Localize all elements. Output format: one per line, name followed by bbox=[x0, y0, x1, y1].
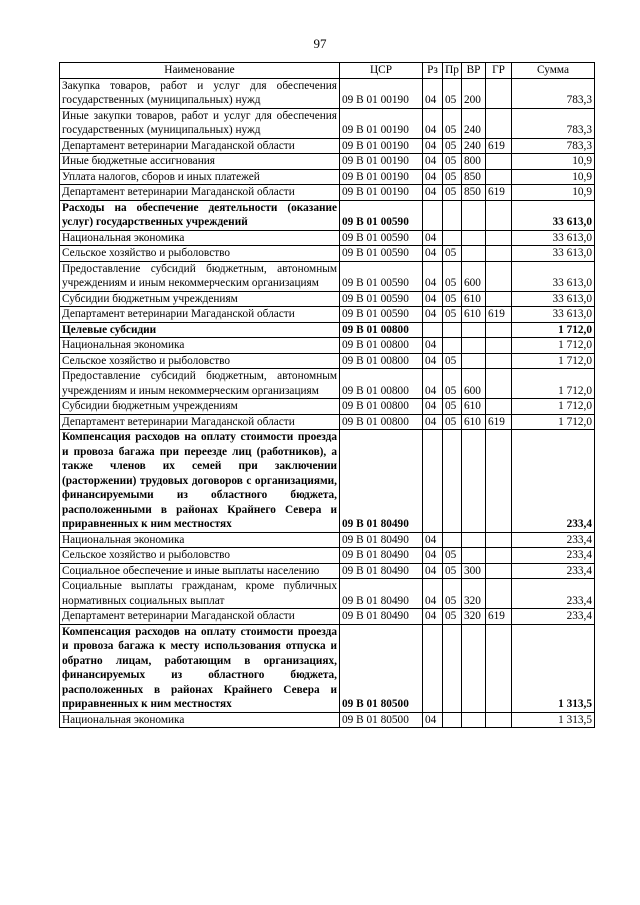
row-name-cell: Субсидии бюджетным учреждениям bbox=[60, 291, 340, 307]
row-pr-cell bbox=[443, 624, 462, 712]
row-vr-cell: 300 bbox=[462, 563, 486, 579]
row-csr-cell: 09 В 01 00800 bbox=[340, 338, 423, 354]
table-row bbox=[60, 322, 595, 338]
row-csr-cell: 09 В 01 00590 bbox=[340, 230, 423, 246]
row-rz-cell: 04 bbox=[423, 609, 443, 625]
table-row bbox=[60, 338, 595, 354]
row-name-cell: Сельское хозяйство и рыболовство bbox=[60, 353, 340, 369]
row-sum-cell: 783,3 bbox=[512, 138, 595, 154]
row-name-cell: Субсидии бюджетным учреждениям bbox=[60, 399, 340, 415]
row-name-cell: Национальная экономика bbox=[60, 230, 340, 246]
table-header-row bbox=[60, 63, 595, 79]
column-header-pr: Пр bbox=[443, 63, 462, 79]
row-gr-cell bbox=[486, 579, 512, 609]
row-csr-cell: 09 В 01 00190 bbox=[340, 154, 423, 170]
table-row bbox=[60, 430, 595, 533]
row-gr-cell: 619 bbox=[486, 307, 512, 323]
row-gr-cell: 619 bbox=[486, 138, 512, 154]
row-name-cell: Департамент ветеринарии Магаданской области bbox=[60, 414, 340, 430]
row-name-cell: Социальное обеспечение и иные выплаты населению bbox=[60, 563, 340, 579]
row-csr-cell: 09 В 01 00190 bbox=[340, 108, 423, 138]
row-vr-cell bbox=[462, 430, 486, 533]
row-gr-cell bbox=[486, 712, 512, 728]
table-body bbox=[60, 78, 595, 728]
row-rz-cell bbox=[423, 624, 443, 712]
row-name-cell: Департамент ветеринарии Магаданской области bbox=[60, 307, 340, 323]
row-pr-cell: 05 bbox=[443, 399, 462, 415]
row-gr-cell bbox=[486, 154, 512, 170]
row-csr-cell: 09 В 01 80490 bbox=[340, 430, 423, 533]
row-pr-cell: 05 bbox=[443, 78, 462, 108]
row-name-cell: Социальные выплаты гражданам, кроме публичных нормативных социальных выплат bbox=[60, 579, 340, 609]
row-csr-cell: 09 В 01 80490 bbox=[340, 532, 423, 548]
row-gr-cell: 619 bbox=[486, 609, 512, 625]
column-header-csr: ЦСР bbox=[340, 63, 423, 79]
row-sum-cell: 783,3 bbox=[512, 78, 595, 108]
row-gr-cell bbox=[486, 353, 512, 369]
row-vr-cell: 320 bbox=[462, 579, 486, 609]
row-vr-cell: 240 bbox=[462, 138, 486, 154]
row-sum-cell: 33 613,0 bbox=[512, 200, 595, 230]
row-name-cell: Компенсация расходов на оплату стоимости проезда и провоза багажа к месту использования отпуска и обратно лицам, работающим в организациях, финансируемых из областного бюджета, расположенных в районах Крайнего Севера и приравненных к ним местностях bbox=[60, 624, 340, 712]
row-sum-cell: 1 313,5 bbox=[512, 712, 595, 728]
table-row bbox=[60, 353, 595, 369]
row-name-cell: Сельское хозяйство и рыболовство bbox=[60, 246, 340, 262]
row-pr-cell: 05 bbox=[443, 291, 462, 307]
table-row bbox=[60, 369, 595, 399]
row-sum-cell: 233,4 bbox=[512, 579, 595, 609]
row-rz-cell: 04 bbox=[423, 169, 443, 185]
row-sum-cell: 1 712,0 bbox=[512, 338, 595, 354]
row-vr-cell: 320 bbox=[462, 609, 486, 625]
table-row bbox=[60, 414, 595, 430]
row-rz-cell: 04 bbox=[423, 532, 443, 548]
row-vr-cell bbox=[462, 353, 486, 369]
table-row bbox=[60, 169, 595, 185]
row-gr-cell bbox=[486, 169, 512, 185]
row-vr-cell bbox=[462, 338, 486, 354]
row-rz-cell: 04 bbox=[423, 338, 443, 354]
row-gr-cell bbox=[486, 322, 512, 338]
row-sum-cell: 10,9 bbox=[512, 169, 595, 185]
row-vr-cell bbox=[462, 712, 486, 728]
page-number: 97 bbox=[313, 36, 327, 51]
row-vr-cell: 600 bbox=[462, 261, 486, 291]
row-sum-cell: 10,9 bbox=[512, 185, 595, 201]
row-sum-cell: 1 712,0 bbox=[512, 414, 595, 430]
row-pr-cell bbox=[443, 430, 462, 533]
row-name-cell: Национальная экономика bbox=[60, 338, 340, 354]
row-csr-cell: 09 В 01 00800 bbox=[340, 414, 423, 430]
row-sum-cell: 10,9 bbox=[512, 154, 595, 170]
row-pr-cell: 05 bbox=[443, 138, 462, 154]
row-pr-cell: 05 bbox=[443, 261, 462, 291]
row-vr-cell: 600 bbox=[462, 369, 486, 399]
row-gr-cell bbox=[486, 369, 512, 399]
row-gr-cell bbox=[486, 261, 512, 291]
row-name-cell: Департамент ветеринарии Магаданской области bbox=[60, 138, 340, 154]
row-gr-cell bbox=[486, 230, 512, 246]
row-rz-cell: 04 bbox=[423, 548, 443, 564]
row-name-cell: Расходы на обеспечение деятельности (оказание услуг) государственных учреждений bbox=[60, 200, 340, 230]
row-csr-cell: 09 В 01 80500 bbox=[340, 624, 423, 712]
row-pr-cell bbox=[443, 322, 462, 338]
row-sum-cell: 233,4 bbox=[512, 609, 595, 625]
row-csr-cell: 09 В 01 00800 bbox=[340, 369, 423, 399]
row-rz-cell: 04 bbox=[423, 307, 443, 323]
row-vr-cell: 850 bbox=[462, 169, 486, 185]
table-row bbox=[60, 78, 595, 108]
row-vr-cell bbox=[462, 624, 486, 712]
row-rz-cell: 04 bbox=[423, 399, 443, 415]
row-rz-cell: 04 bbox=[423, 353, 443, 369]
row-sum-cell: 1 712,0 bbox=[512, 353, 595, 369]
row-name-cell: Компенсация расходов на оплату стоимости проезда и провоза багажа при переезде лиц (работников), а также членов их семей при заключении (расторжении) трудовых договоров с организациями, финансируемыми из областного бюджета, расположенными в районах Крайнего Севера и приравненных к ним местностях bbox=[60, 430, 340, 533]
row-vr-cell: 610 bbox=[462, 291, 486, 307]
row-pr-cell: 05 bbox=[443, 563, 462, 579]
row-gr-cell bbox=[486, 624, 512, 712]
row-gr-cell bbox=[486, 291, 512, 307]
row-name-cell: Предоставление субсидий бюджетным, автономным учреждениям и иным некоммерческим организациям bbox=[60, 369, 340, 399]
row-gr-cell bbox=[486, 430, 512, 533]
row-rz-cell: 04 bbox=[423, 108, 443, 138]
row-sum-cell: 233,4 bbox=[512, 563, 595, 579]
row-vr-cell bbox=[462, 322, 486, 338]
row-csr-cell: 09 В 01 00590 bbox=[340, 246, 423, 262]
row-name-cell: Иные закупки товаров, работ и услуг для обеспечения государственных (муниципальных) нужд bbox=[60, 108, 340, 138]
table-row bbox=[60, 185, 595, 201]
column-header-vr: ВР bbox=[462, 63, 486, 79]
row-rz-cell bbox=[423, 322, 443, 338]
row-vr-cell: 850 bbox=[462, 185, 486, 201]
row-name-cell: Целевые субсидии bbox=[60, 322, 340, 338]
row-gr-cell bbox=[486, 532, 512, 548]
row-pr-cell: 05 bbox=[443, 185, 462, 201]
row-rz-cell bbox=[423, 200, 443, 230]
row-gr-cell bbox=[486, 108, 512, 138]
row-pr-cell: 05 bbox=[443, 414, 462, 430]
row-gr-cell: 619 bbox=[486, 414, 512, 430]
row-vr-cell bbox=[462, 532, 486, 548]
table-row bbox=[60, 291, 595, 307]
table-row bbox=[60, 230, 595, 246]
row-sum-cell: 1 712,0 bbox=[512, 369, 595, 399]
row-rz-cell: 04 bbox=[423, 291, 443, 307]
row-csr-cell: 09 В 01 80490 bbox=[340, 548, 423, 564]
row-csr-cell: 09 В 01 00800 bbox=[340, 353, 423, 369]
row-rz-cell: 04 bbox=[423, 246, 443, 262]
row-name-cell: Закупка товаров, работ и услуг для обеспечения государственных (муниципальных) нужд bbox=[60, 78, 340, 108]
column-header-sum: Сумма bbox=[512, 63, 595, 79]
row-sum-cell: 33 613,0 bbox=[512, 246, 595, 262]
row-csr-cell: 09 В 01 00190 bbox=[340, 169, 423, 185]
table-row bbox=[60, 108, 595, 138]
table-row bbox=[60, 246, 595, 262]
row-gr-cell bbox=[486, 399, 512, 415]
row-pr-cell bbox=[443, 200, 462, 230]
row-pr-cell bbox=[443, 712, 462, 728]
row-csr-cell: 09 В 01 00190 bbox=[340, 78, 423, 108]
row-csr-cell: 09 В 01 00590 bbox=[340, 307, 423, 323]
row-rz-cell: 04 bbox=[423, 563, 443, 579]
row-sum-cell: 233,4 bbox=[512, 430, 595, 533]
row-sum-cell: 33 613,0 bbox=[512, 230, 595, 246]
row-csr-cell: 09 В 01 00800 bbox=[340, 322, 423, 338]
table-row bbox=[60, 548, 595, 564]
row-rz-cell: 04 bbox=[423, 579, 443, 609]
table-row bbox=[60, 563, 595, 579]
row-vr-cell: 800 bbox=[462, 154, 486, 170]
row-vr-cell: 240 bbox=[462, 108, 486, 138]
row-name-cell: Уплата налогов, сборов и иных платежей bbox=[60, 169, 340, 185]
row-csr-cell: 09 В 01 00590 bbox=[340, 261, 423, 291]
row-sum-cell: 1 712,0 bbox=[512, 322, 595, 338]
row-name-cell: Национальная экономика bbox=[60, 532, 340, 548]
row-sum-cell: 233,4 bbox=[512, 532, 595, 548]
row-pr-cell: 05 bbox=[443, 548, 462, 564]
row-gr-cell bbox=[486, 548, 512, 564]
row-pr-cell: 05 bbox=[443, 609, 462, 625]
row-vr-cell: 200 bbox=[462, 78, 486, 108]
row-name-cell: Иные бюджетные ассигнования bbox=[60, 154, 340, 170]
row-rz-cell: 04 bbox=[423, 185, 443, 201]
row-sum-cell: 233,4 bbox=[512, 548, 595, 564]
row-vr-cell: 610 bbox=[462, 414, 486, 430]
row-name-cell: Сельское хозяйство и рыболовство bbox=[60, 548, 340, 564]
row-vr-cell bbox=[462, 246, 486, 262]
row-vr-cell bbox=[462, 548, 486, 564]
row-csr-cell: 09 В 01 00190 bbox=[340, 138, 423, 154]
row-sum-cell: 33 613,0 bbox=[512, 291, 595, 307]
row-csr-cell: 09 В 01 80490 bbox=[340, 563, 423, 579]
row-pr-cell: 05 bbox=[443, 108, 462, 138]
row-gr-cell bbox=[486, 246, 512, 262]
row-rz-cell: 04 bbox=[423, 369, 443, 399]
row-vr-cell bbox=[462, 230, 486, 246]
row-sum-cell: 33 613,0 bbox=[512, 307, 595, 323]
table-row bbox=[60, 609, 595, 625]
row-csr-cell: 09 В 01 00190 bbox=[340, 185, 423, 201]
table-row bbox=[60, 532, 595, 548]
row-vr-cell: 610 bbox=[462, 399, 486, 415]
table-row bbox=[60, 200, 595, 230]
row-pr-cell: 05 bbox=[443, 353, 462, 369]
row-rz-cell: 04 bbox=[423, 712, 443, 728]
row-pr-cell: 05 bbox=[443, 154, 462, 170]
row-csr-cell: 09 В 01 80490 bbox=[340, 579, 423, 609]
row-sum-cell: 1 313,5 bbox=[512, 624, 595, 712]
table-row bbox=[60, 712, 595, 728]
row-rz-cell: 04 bbox=[423, 230, 443, 246]
row-name-cell: Предоставление субсидий бюджетным, автономным учреждениям и иным некоммерческим организациям bbox=[60, 261, 340, 291]
row-csr-cell: 09 В 01 00590 bbox=[340, 291, 423, 307]
row-rz-cell: 04 bbox=[423, 138, 443, 154]
row-vr-cell bbox=[462, 200, 486, 230]
column-header-rz: Рз bbox=[423, 63, 443, 79]
row-rz-cell: 04 bbox=[423, 414, 443, 430]
table-row bbox=[60, 261, 595, 291]
table-row bbox=[60, 624, 595, 712]
table-row bbox=[60, 154, 595, 170]
row-gr-cell: 619 bbox=[486, 185, 512, 201]
row-sum-cell: 33 613,0 bbox=[512, 261, 595, 291]
row-gr-cell bbox=[486, 563, 512, 579]
row-pr-cell: 05 bbox=[443, 307, 462, 323]
table-row bbox=[60, 307, 595, 323]
row-name-cell: Департамент ветеринарии Магаданской области bbox=[60, 185, 340, 201]
row-pr-cell bbox=[443, 230, 462, 246]
row-sum-cell: 1 712,0 bbox=[512, 399, 595, 415]
row-rz-cell: 04 bbox=[423, 78, 443, 108]
row-name-cell: Департамент ветеринарии Магаданской области bbox=[60, 609, 340, 625]
table-row bbox=[60, 579, 595, 609]
row-rz-cell bbox=[423, 430, 443, 533]
row-pr-cell bbox=[443, 532, 462, 548]
row-csr-cell: 09 В 01 80490 bbox=[340, 609, 423, 625]
row-csr-cell: 09 В 01 00800 bbox=[340, 399, 423, 415]
row-csr-cell: 09 В 01 80500 bbox=[340, 712, 423, 728]
row-gr-cell bbox=[486, 78, 512, 108]
row-pr-cell: 05 bbox=[443, 579, 462, 609]
row-gr-cell bbox=[486, 200, 512, 230]
budget-table bbox=[59, 62, 595, 728]
row-pr-cell: 05 bbox=[443, 169, 462, 185]
row-pr-cell: 05 bbox=[443, 246, 462, 262]
column-header-name: Наименование bbox=[60, 63, 340, 79]
row-vr-cell: 610 bbox=[462, 307, 486, 323]
row-name-cell: Национальная экономика bbox=[60, 712, 340, 728]
row-pr-cell bbox=[443, 338, 462, 354]
row-sum-cell: 783,3 bbox=[512, 108, 595, 138]
row-gr-cell bbox=[486, 338, 512, 354]
column-header-gr: ГР bbox=[486, 63, 512, 79]
row-pr-cell: 05 bbox=[443, 369, 462, 399]
table-row bbox=[60, 399, 595, 415]
table-row bbox=[60, 138, 595, 154]
row-rz-cell: 04 bbox=[423, 154, 443, 170]
row-rz-cell: 04 bbox=[423, 261, 443, 291]
row-csr-cell: 09 В 01 00590 bbox=[340, 200, 423, 230]
